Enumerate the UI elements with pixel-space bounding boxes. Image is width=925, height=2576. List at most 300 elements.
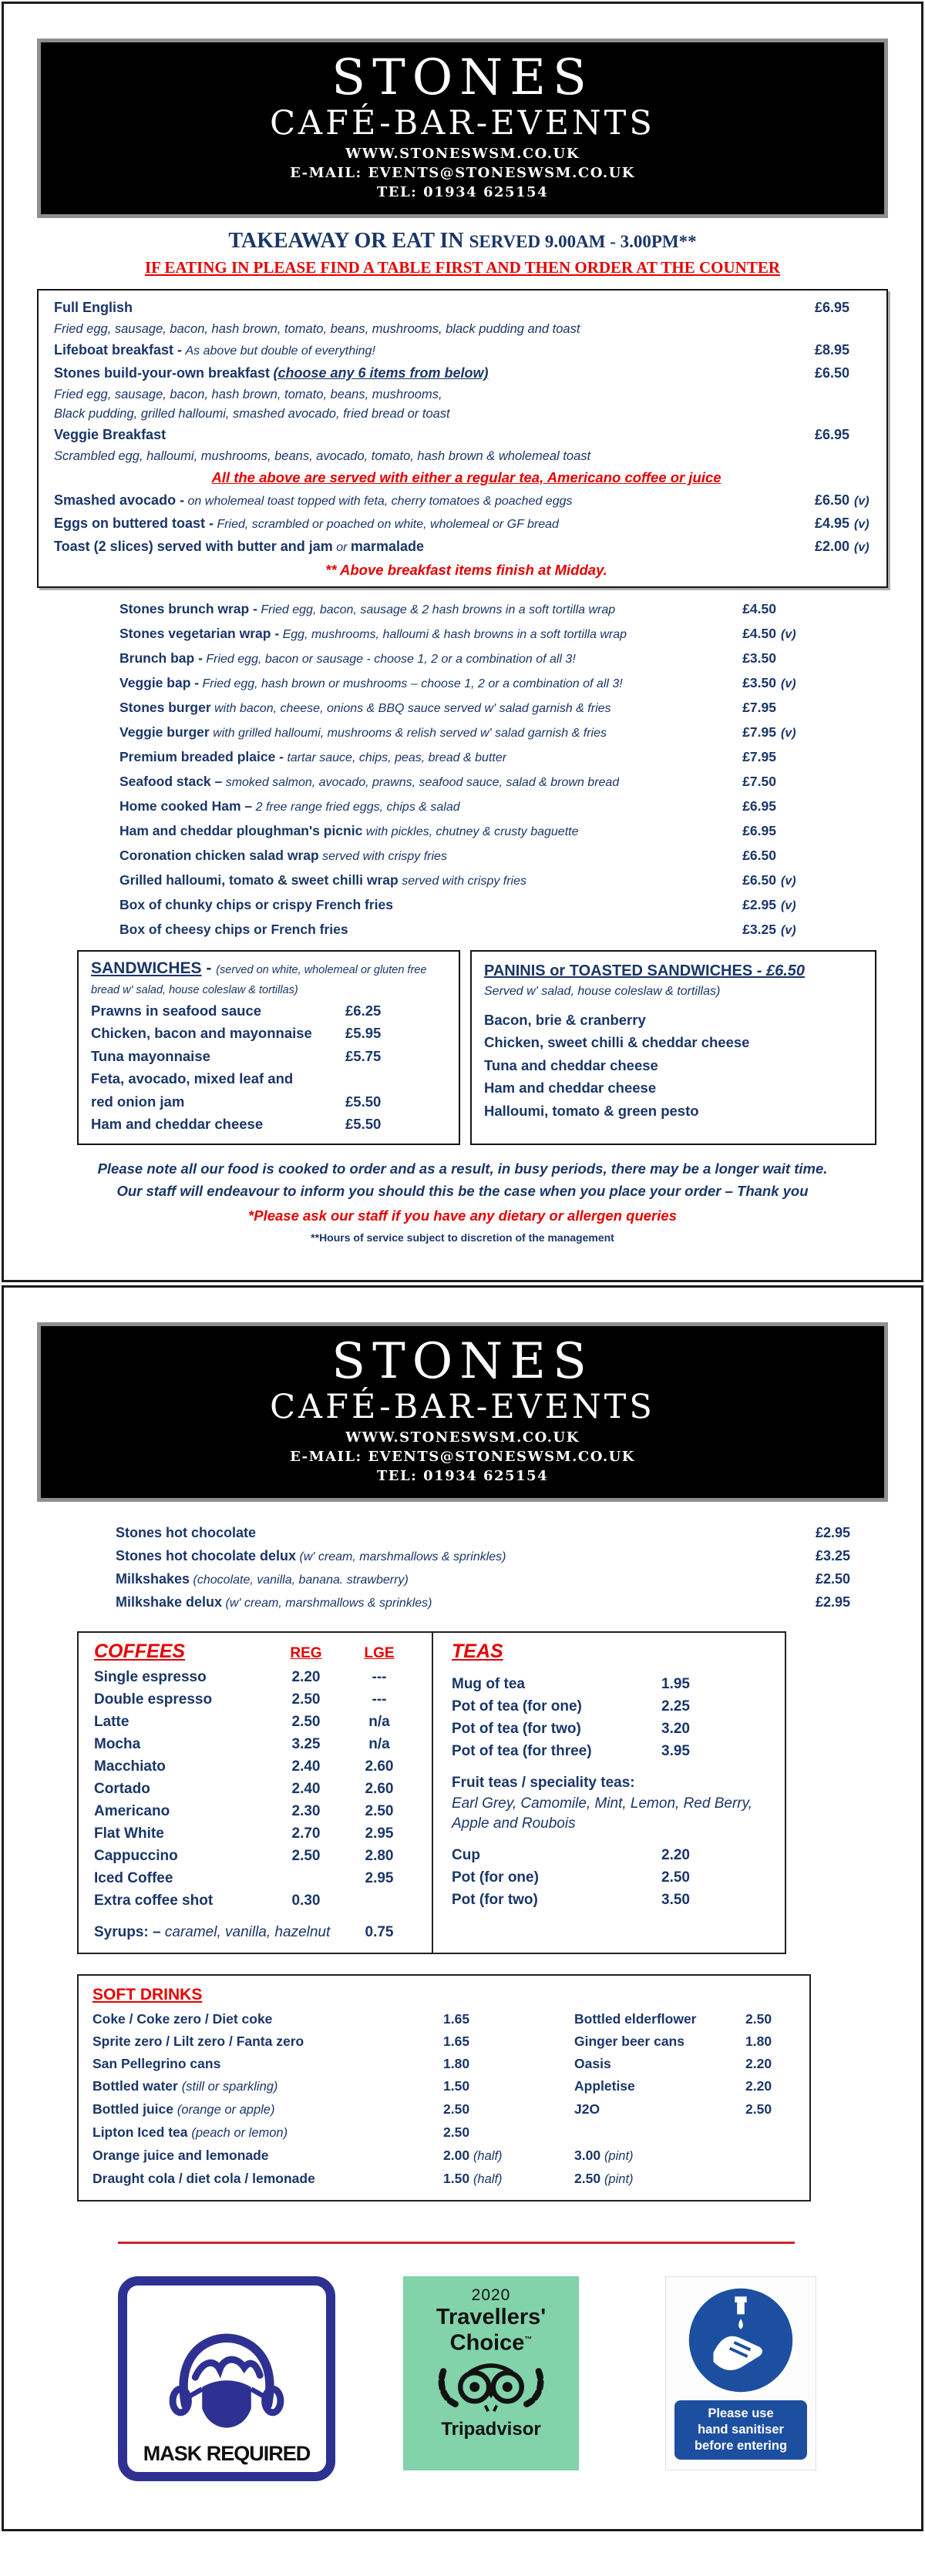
item-text [119,844,447,868]
item-price-group [727,745,806,768]
item-price: £3.25 [815,1547,850,1563]
item-name: Tuna mayonnaise [91,1047,210,1064]
price-large: 2.50 [365,1802,394,1819]
item-name: Bottled water (still or sparkling) [92,2077,278,2094]
item-price: £5.75 [345,1047,382,1064]
price-unit: (pint) [604,2148,634,2163]
tripadvisor-badge [403,2276,579,2470]
soft-drink-row [92,2075,796,2098]
item-desc: 2 free range fried eggs, chips & salad [255,800,460,814]
item-price-pint: 2.50 (pint) [574,2170,634,2186]
teas-title: TEAS [452,1640,503,1662]
item-price: 1.80 [745,2033,772,2049]
item-name: Stones build-your-own breakfast [54,364,271,381]
item-name: Cup [452,1846,480,1863]
allergen-note: *Please ask our staff if you have any dietary or allergen queries [248,1207,677,1224]
trademark-symbol: ™ [524,2335,533,2344]
menu-item-row [119,868,806,893]
item-price: 2.50 [443,2124,470,2140]
item-price: £3.50 [742,650,776,666]
menu-item-row [54,536,879,559]
tea-row [452,1718,771,1740]
item-price: £2.95 [742,896,776,912]
item-desc: As above but double of everything! [185,344,375,358]
mains-list [4,597,921,942]
item-name: Syrups: – caramel, vanilla, hazelnut [94,1923,331,1940]
menu-item-row [54,424,879,447]
item-text [116,1522,256,1545]
price-regular: 2.30 [291,1802,321,1819]
price-large: 2.80 [365,1847,394,1864]
tea-row [452,1889,771,1911]
item-desc: with bacon, cheese, onions & BBQ sauce served w' salad garnish & fries [214,701,611,715]
soft-drink-row [92,2098,796,2121]
paninis-box [470,950,876,1145]
item-name: Box of chunky chips or crispy French fries [119,896,393,912]
item-name: Ham and cheddar ploughman's picnic [119,822,363,838]
price-regular: 2.20 [291,1668,321,1685]
item-desc: smoked salmon, avocado, prawns, seafood sauce, salad & brown bread [225,775,620,789]
tea-row [452,1695,771,1718]
item-text [54,339,375,362]
item-price-group [800,339,879,361]
item-desc-line: Fried egg, sausage, bacon, hash brown, tomato, beans, mushrooms, [54,387,442,401]
panini-item: Ham and cheddar cheese [484,1080,657,1097]
item-text [119,622,627,647]
price-regular: 2.40 [291,1758,321,1775]
item-text [119,868,526,893]
tea-row [452,1866,771,1889]
soft-drink-row [92,2144,796,2168]
brand-name: STONES [331,49,594,106]
footer-note-1: Please note all our food is cooked to order and as a result, in busy periods, there may be a longer wait time. [97,1160,828,1177]
item-text [119,794,460,819]
menu-item-row [116,1591,850,1614]
mask-required-icon [158,2326,295,2442]
item-name: Prawns in seafood sauce [91,1002,262,1019]
item-price: 3.20 [661,1720,690,1737]
item-desc: Fried egg, bacon or sausage - choose 1, 2 or a combination of all 3! [206,652,576,666]
item-name: Feta, avocado, mixed leaf and [91,1070,294,1087]
coffees-title: COFFEES [94,1640,186,1662]
soft-drinks-title: SOFT DRINKS [92,1985,203,2003]
tripadvisor-brand: Tripadvisor [441,2419,541,2440]
tripadvisor-year: 2020 [471,2285,511,2304]
gap [452,1663,771,1673]
item-text [54,424,166,447]
menu-item-row [119,794,806,819]
item-name: Bottled elderflower [574,2010,697,2027]
brand-tagline: CAFÉ-BAR-EVENTS [270,104,655,143]
item-text [119,819,578,844]
item-desc-line: Black pudding, grilled halloumi, smashed avocado, fried bread or toast [54,406,450,421]
item-price-pint: 3.00 (pint) [574,2147,634,2163]
sandwich-row [91,1090,446,1113]
menu-item-row [54,339,879,362]
panini-item: Bacon, brie & cranberry [484,1011,646,1028]
item-price-group [800,297,879,319]
title-hours: SERVED 9.00AM - 3.00PM** [469,231,697,251]
item-price: 3.95 [661,1742,690,1759]
item-name: Chicken, bacon and mayonnaise [91,1025,312,1042]
item-text [119,597,615,622]
coffees-col-reg: REG [290,1644,322,1661]
item-name: Home cooked Ham – [119,798,253,814]
item-price: 2.00 (half) [443,2147,503,2163]
item-desc: Fried, scrambled or poached on white, wholemeal or GF bread [217,517,559,531]
signage-row [118,2276,921,2481]
sandwich-row [91,999,446,1023]
item-name: Coke / Coke zero / Diet coke [92,2010,273,2027]
item-price-group [727,770,806,793]
price-regular: 2.50 [291,1691,321,1708]
veggie-flag: (v) [854,540,870,554]
item-price-group [801,1522,850,1544]
veggie-flag: (v) [781,726,796,740]
sanitiser-line-3: before entering [694,2438,788,2453]
item-price-group [800,424,879,446]
menu-item-row [119,696,806,720]
sandwiches-list [91,999,446,1136]
item-text [119,647,576,671]
item-name: Stones brunch wrap - [119,600,257,616]
item-text [54,489,572,512]
footer-note-2: Our staff will endeavour to inform you should this be the case when you place your order – Thank you [116,1182,809,1199]
coffee-row [94,1867,419,1889]
item-name: red onion jam [91,1093,185,1110]
item-text [116,1545,506,1568]
item-price: £2.95 [815,1524,850,1540]
item-price: 2.20 [745,2077,772,2094]
item-desc: (still or sparkling) [181,2079,278,2094]
item-price: £5.50 [345,1093,382,1110]
menu-item-row [54,362,879,385]
coffee-row [94,1666,419,1688]
menu-item-row [119,647,806,671]
item-text [119,893,393,918]
item-price: 1.50 (half) [443,2170,503,2186]
item-price: £2.50 [815,1570,850,1587]
item-name: Veggie bap - [119,674,200,690]
brand-email: E-MAIL: EVENTS@STONESWSM.CO.UK [290,1448,635,1465]
item-price: £4.50 [742,600,776,616]
item-name: Pot (for one) [452,1869,539,1886]
brand-website: WWW.STONESWSM.CO.UK [345,1429,580,1446]
menu-item-row [54,489,879,512]
item-name: Box of cheesy chips or French fries [119,921,348,937]
item-price-group [801,1545,850,1567]
item-price-group [727,918,806,942]
gap [452,1762,771,1772]
empty [574,2121,745,2144]
soft-drinks-list [92,2008,796,2191]
menu-item-row [119,770,806,794]
teas-subheading: Fruit teas / speciality teas: [452,1774,635,1791]
panini-item: Chicken, sweet chilli & cheddar cheese [484,1034,750,1051]
paninis-title: PANINIS or TOASTED SANDWICHES - [484,962,766,979]
item-price-group [727,622,806,647]
brand-tagline: CAFÉ-BAR-EVENTS [270,1388,655,1427]
price-regular: 2.50 [291,1713,321,1730]
item-price: £4.50 [742,625,776,641]
item-name: Double espresso [94,1691,213,1708]
tea-row [452,1740,771,1762]
page-title [4,229,921,254]
price-regular: 2.70 [291,1825,321,1842]
item-name: Orange juice and lemonade [92,2147,269,2163]
sanitiser-line-2: hand sanitiser [698,2422,784,2437]
item-name: Eggs on buttered toast - [54,515,214,531]
item-name: Premium breaded plaice - [119,748,284,764]
coffee-row [94,1778,419,1800]
veggie-flag: (v) [781,627,796,641]
hot-drinks-list [4,1522,921,1614]
hours-note: **Hours of service subject to discretion of the management [311,1231,614,1244]
item-text [119,745,506,770]
tripadvisor-line1: Travellers' [436,2304,547,2329]
item-name: Americano [94,1802,170,1819]
price-large: 2.60 [365,1780,394,1797]
price-large [339,1889,419,1912]
veggie-flag: (v) [854,517,870,531]
brand-name: STONES [331,1333,594,1390]
item-desc: caramel, vanilla, hazelnut [164,1923,331,1940]
veggie-flag: (v) [781,874,796,888]
panini-item: Tuna and cheddar cheese [484,1056,658,1073]
item-price: £4.95 [814,515,849,531]
item-name: Stones hot chocolate [116,1524,257,1540]
item-text [119,918,348,942]
item-desc: (chocolate, vanilla, banana. strawberry) [193,1573,409,1587]
coffee-tea-box [77,1631,786,1954]
item-price-group [727,671,806,696]
coffee-row [94,1733,419,1755]
item-price: £7.95 [742,699,776,715]
coffee-row [94,1921,419,1943]
empty [745,2144,796,2168]
gap [94,1912,419,1921]
item-name: Iced Coffee [94,1869,173,1886]
item-price: 2.50 [745,2101,772,2117]
item-desc-line: Scrambled egg, halloumi, mushrooms, beans, avocado, tomato, hash brown & wholemeal toast [54,448,591,463]
item-text [119,696,611,720]
item-name: Grilled halloumi, tomato & sweet chilli wrap [119,872,399,888]
item-desc: (peach or lemon) [191,2125,288,2140]
item-name: J2O [574,2101,600,2117]
item-price: £6.95 [814,426,849,442]
item-price: 1.95 [661,1675,690,1692]
item-price: 1.65 [443,2033,470,2049]
item-name: Stones hot chocolate delux [116,1547,297,1563]
teas-list [452,1663,771,1911]
price-large: 2.95 [365,1869,394,1886]
item-name: San Pellegrino cans [92,2055,221,2071]
item-name: Smashed avocado - [54,492,185,508]
item-desc: with pickles, chutney & crusty baguette [365,825,579,838]
item-name: Stones burger [119,699,211,715]
veggie-flag: (v) [781,898,796,912]
price-regular: 2.50 [291,1847,321,1864]
breakfast-box [37,289,888,588]
hand-sanitiser-sign [665,2276,816,2470]
item-price: 1.50 [443,2077,470,2094]
panini-item: Halloumi, tomato & green pesto [484,1102,699,1119]
item-price-group [727,647,806,670]
item-name: Lifeboat breakfast - [54,341,183,358]
item-name: Single espresso [94,1668,207,1685]
item-name: Oasis [574,2055,611,2071]
sandwiches-subnote: (served on white, wholemeal or gluten free bread w' salad, house coleslaw & tortillas) [91,963,427,996]
item-price: £6.95 [814,299,849,315]
item-price: £6.50 [742,847,776,863]
item-price: £6.50 [814,492,849,508]
coffee-row [94,1889,419,1912]
soft-drink-row [92,2053,796,2075]
item-price: 2.50 [661,1869,690,1886]
item-price: £6.50 [814,364,849,381]
brand-website: WWW.STONESWSM.CO.UK [345,145,580,162]
order-notice: IF EATING IN PLEASE FIND A TABLE FIRST AND THEN ORDER AT THE COUNTER [144,257,781,277]
item-desc: (orange or apple) [177,2102,275,2117]
sandwich-row [91,1045,446,1068]
item-desc: Egg, mushrooms, halloumi & hash browns in a soft tortilla wrap [282,627,627,641]
item-name: Latte [94,1713,130,1730]
coffee-row [94,1822,419,1845]
item-desc: served with crispy fries [402,874,527,888]
coffees-header [94,1641,419,1663]
menu-item-row [116,1568,850,1591]
coffees-panel [79,1633,433,1953]
item-desc: Fried egg, hash brown or mushrooms – choose 1, 2 or a combination of all 3! [202,677,623,690]
menu-item-row [119,671,806,696]
empty [745,2168,796,2191]
menu-page-1 [2,2,923,1282]
item-name: Milkshake delux [116,1594,223,1610]
item-name-underlined: (choose any 6 items from below) [273,364,489,381]
item-price: £2.00 [814,538,849,554]
item-price: £8.95 [814,341,849,358]
coffees-list [94,1666,419,1943]
menu-page-2 [2,1285,923,2531]
item-text [119,770,619,794]
item-price-group [727,597,806,620]
item-desc: on wholemeal toast topped with feta, cherry tomatoes & poached eggs [187,494,573,508]
coffee-row [94,1711,419,1733]
item-name: Flat White [94,1825,164,1842]
brand-phone: TEL: 01934 625154 [376,184,549,201]
item-desc: (w' cream, marshmallows & sprinkles) [225,1596,432,1610]
tripadvisor-owl-icon [434,2354,548,2414]
item-price: £6.25 [345,1002,382,1019]
price-large: 2.60 [365,1758,394,1775]
soft-drink-row [92,2121,796,2144]
menu-item-row [119,745,806,770]
item-price: £6.95 [742,822,776,838]
item-price-group [727,893,806,918]
tea-row [452,1673,771,1695]
paninis-heading [484,959,863,982]
item-price: 1.65 [443,2010,470,2027]
price-unit: (pint) [604,2171,634,2186]
item-price: £5.50 [345,1116,382,1133]
item-name: Ginger beer cans [574,2033,684,2049]
item-desc: served with crispy fries [322,849,447,863]
item-name: Veggie burger [119,724,210,740]
item-price: £2.95 [815,1594,850,1610]
brand-email: E-MAIL: EVENTS@STONESWSM.CO.UK [290,164,635,181]
item-price-group [727,844,806,867]
item-desc-line: Fried egg, sausage, bacon, hash brown, tomato, beans, mushrooms, black pudding and toast [54,321,580,336]
sandwich-panini-row [77,950,876,1145]
item-name: Seafood stack – [119,773,223,789]
teas-varieties: Earl Grey, Camomile, Mint, Lemon, Red Berry, Apple and Roubois [452,1795,752,1832]
price-regular: 0.30 [291,1892,321,1909]
tripadvisor-line2: Choice™ [449,2330,533,2356]
item-name: Appletise [574,2077,635,2094]
teas-panel [433,1633,785,1953]
item-text [116,1591,432,1614]
item-name: Coronation chicken salad wrap [119,847,319,863]
price-unit: (half) [473,2148,503,2163]
paninis-subnote: Served w' salad, house coleslaw & tortillas) [484,984,721,998]
item-name: Cortado [94,1780,150,1797]
hand-sanitiser-icon [685,2285,796,2396]
price-large: 0.75 [365,1923,394,1940]
coffee-row [94,1688,419,1711]
tea-row [452,1844,771,1866]
menu-item-row [119,819,806,844]
coffee-row [94,1845,419,1867]
price-large: --- [372,1691,387,1708]
veggie-flag: (v) [781,677,796,690]
price-large: n/a [368,1713,390,1730]
sandwiches-title: SANDWICHES [91,959,202,977]
item-price: 2.20 [661,1846,690,1863]
title-main: TAKEAWAY OR EAT IN [228,228,464,253]
sandwich-row [91,1067,446,1090]
item-name: Pot of tea (for three) [452,1742,592,1759]
item-price: £7.95 [742,724,776,740]
item-price-group [727,868,806,893]
coffees-col-lge: LGE [364,1644,395,1661]
item-text [54,512,559,536]
menu-item-row [119,720,806,745]
paninis-price: £6.50 [765,962,806,979]
menu-item-row [116,1522,850,1545]
sanitiser-line-1: Please use [708,2406,774,2420]
item-desc: (w' cream, marshmallows & sprinkles) [299,1550,506,1563]
item-text [54,362,489,385]
footer-notes [4,1157,921,1245]
item-price: £3.25 [742,921,776,937]
item-price: 3.50 [661,1891,690,1908]
item-name: Brunch bap - [119,650,203,666]
item-name: Extra coffee shot [94,1892,214,1909]
item-name: marmalade [350,538,424,554]
price-regular: 3.25 [291,1735,321,1752]
item-price: 2.20 [745,2055,772,2071]
soft-drink-row [92,2030,796,2053]
item-name: Cappuccino [94,1847,178,1864]
item-price: 2.50 [745,2010,772,2027]
menu-item-row [54,297,879,320]
menu-item-row [119,893,806,918]
item-name: Pot of tea (for two) [452,1720,581,1737]
item-name: Macchiato [94,1758,166,1775]
item-desc: Fried egg, bacon, sausage & 2 hash browns in a soft tortilla wrap [261,603,616,616]
item-price: 2.25 [661,1698,690,1715]
paninis-list [484,1009,863,1123]
